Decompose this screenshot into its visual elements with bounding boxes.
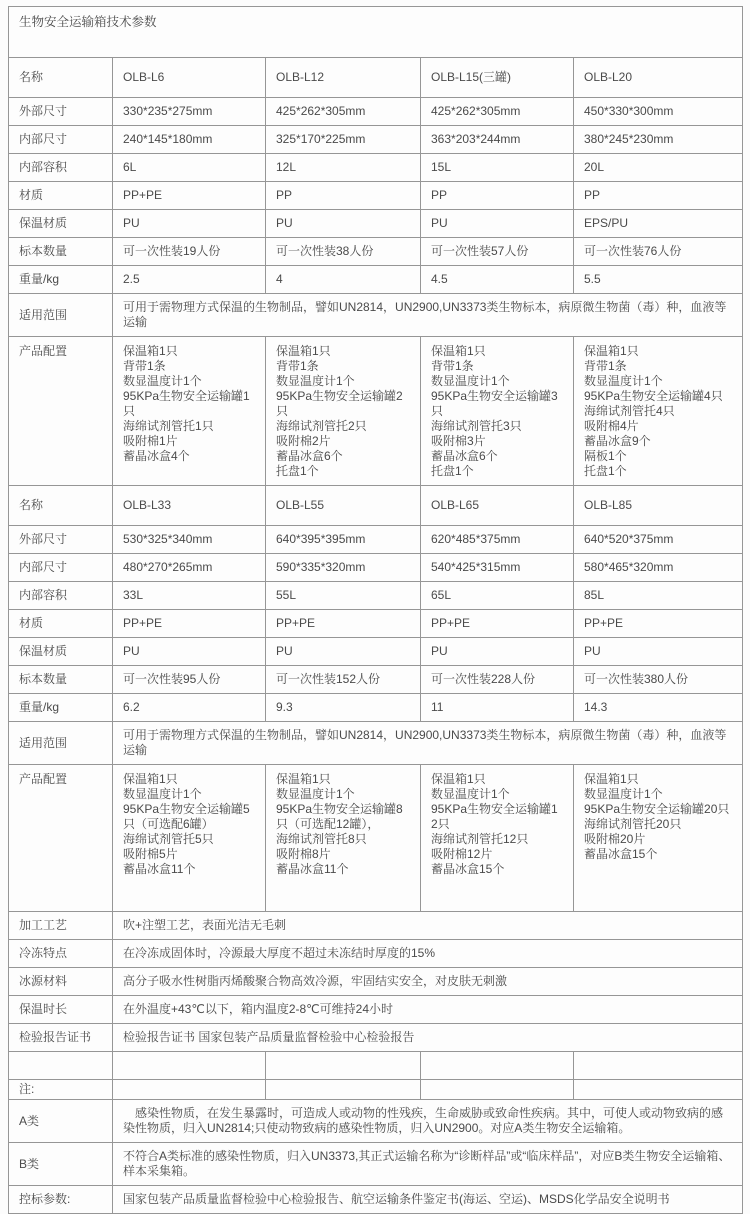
value-cell: 高分子吸水性树脂丙烯酸聚合物高效冷源，牢固结实安全，对皮肤无刺激 — [113, 968, 743, 996]
config-line: 保温箱1只 — [431, 772, 486, 786]
config-line: 托盘1个 — [584, 464, 627, 478]
value-cell: PP+PE — [421, 610, 574, 638]
value-cell: 240*145*180mm — [113, 126, 266, 154]
empty-cell — [113, 1052, 266, 1080]
value-cell: PU — [266, 638, 421, 666]
config-line: 托盘1个 — [276, 464, 319, 478]
value-cell: OLB-L20 — [574, 58, 743, 98]
config-line: 吸附棉5片 — [123, 847, 178, 861]
row-label-cell: 产品配置 — [9, 337, 113, 486]
table-row — [9, 1143, 743, 1186]
table-row — [9, 58, 743, 98]
row-label-cell: 控标参数: — [9, 1186, 113, 1214]
config-line: 吸附棉1片 — [123, 434, 178, 448]
config-line: 背带1条 — [123, 359, 166, 373]
config-line: 海绵试剂管托8只 — [276, 832, 367, 846]
row-label-cell: 内部容积 — [9, 582, 113, 610]
config-line: 蓄晶冰盒6个 — [276, 449, 343, 463]
config-line: 海绵试剂管托2只 — [276, 419, 367, 433]
row-label-cell: 标本数量 — [9, 238, 113, 266]
row-label-cell: 注: — [9, 1080, 113, 1100]
row-label-cell: B类 — [9, 1143, 113, 1186]
value-cell: 363*203*244mm — [421, 126, 574, 154]
config-line: 数显温度计1个 — [431, 374, 510, 388]
table-row — [9, 996, 743, 1024]
row-label-cell: 名称 — [9, 58, 113, 98]
value-cell: 可一次性装76人份 — [574, 238, 743, 266]
value-cell: OLB-L33 — [113, 486, 266, 526]
value-cell: 可一次性装19人份 — [113, 238, 266, 266]
value-cell: 425*262*305mm — [421, 98, 574, 126]
value-cell: 4 — [266, 266, 421, 294]
value-cell: PP+PE — [113, 610, 266, 638]
config-line: 托盘1个 — [431, 464, 474, 478]
row-label-cell: 标本数量 — [9, 666, 113, 694]
config-line: 95KPa生物安全运输罐3只 — [431, 389, 558, 418]
value-cell: 65L — [421, 582, 574, 610]
config-line: 95KPa生物安全运输罐5只（可选配6罐） — [123, 802, 250, 831]
table-row — [9, 98, 743, 126]
table-row — [9, 940, 743, 968]
config-line: 保温箱1只 — [276, 772, 331, 786]
config-cell — [421, 765, 574, 912]
value-cell: 可一次性装95人份 — [113, 666, 266, 694]
value-cell: PU — [113, 210, 266, 238]
value-cell: 580*465*320mm — [574, 554, 743, 582]
value-cell: PP — [421, 182, 574, 210]
config-line: 海绵试剂管托5只 — [123, 832, 214, 846]
row-label-cell: 内部尺寸 — [9, 554, 113, 582]
empty-cell — [574, 1080, 743, 1100]
config-line: 蓄晶冰盒15个 — [584, 847, 658, 861]
value-cell: OLB-L65 — [421, 486, 574, 526]
value-cell: 国家包装产品质量监督检验中心检验报告、航空运输条件鉴定书(海运、空运)、MSDS化学品安全说明书 — [113, 1186, 743, 1214]
table-row — [9, 765, 743, 912]
config-line: 95KPa生物安全运输罐8只（可选配12罐）， — [276, 802, 403, 831]
empty-cell — [113, 1080, 266, 1100]
value-cell: 540*425*315mm — [421, 554, 574, 582]
config-line: 吸附棉12片 — [431, 847, 493, 861]
value-cell: 330*235*275mm — [113, 98, 266, 126]
row-label-cell: 保温材质 — [9, 638, 113, 666]
row-label-cell: 适用范围 — [9, 294, 113, 337]
value-cell: 480*270*265mm — [113, 554, 266, 582]
value-cell: 可一次性装38人份 — [266, 238, 421, 266]
value-cell: PU — [113, 638, 266, 666]
value-cell: 640*395*395mm — [266, 526, 421, 554]
value-cell: 可一次性装380人份 — [574, 666, 743, 694]
config-line: 蓄晶冰盒6个 — [431, 449, 498, 463]
config-line: 吸附棉3片 — [431, 434, 486, 448]
row-label-cell: 保温时长 — [9, 996, 113, 1024]
value-cell: PU — [574, 638, 743, 666]
value-cell: 可用于需物理方式保温的生物制品，譬如UN2814，UN2900,UN3373类生物标本，病原微生物菌（毒）种，血液等运输 — [113, 722, 743, 765]
config-line: 吸附棉2片 — [276, 434, 331, 448]
config-line: 数显温度计1个 — [584, 374, 663, 388]
row-label-cell: 名称 — [9, 486, 113, 526]
page-title: 生物安全运输箱技术参数 — [9, 7, 743, 58]
config-line: 吸附棉4片 — [584, 419, 639, 433]
value-cell: 在冷冻成固体时，冷源最大厚度不超过未冻结时厚度的15% — [113, 940, 743, 968]
config-line: 海绵试剂管托20只 — [584, 817, 682, 831]
table-row — [9, 666, 743, 694]
row-label-cell: 适用范围 — [9, 722, 113, 765]
value-cell: OLB-L6 — [113, 58, 266, 98]
value-cell: 620*485*375mm — [421, 526, 574, 554]
table-row — [9, 1080, 743, 1100]
table-row — [9, 154, 743, 182]
config-line: 背带1条 — [276, 359, 319, 373]
value-cell: 380*245*230mm — [574, 126, 743, 154]
value-cell: PP — [574, 182, 743, 210]
table-row — [9, 968, 743, 996]
value-cell: 可一次性装152人份 — [266, 666, 421, 694]
value-cell: PP+PE — [574, 610, 743, 638]
table-row — [9, 266, 743, 294]
table-row — [9, 210, 743, 238]
config-cell — [113, 765, 266, 912]
config-line: 保温箱1只 — [276, 344, 331, 358]
table-row — [9, 912, 743, 940]
table-row — [9, 1024, 743, 1052]
value-cell: 可一次性装228人份 — [421, 666, 574, 694]
row-label-cell: 重量/kg — [9, 694, 113, 722]
value-cell: 2.5 — [113, 266, 266, 294]
row-label-cell: 产品配置 — [9, 765, 113, 912]
value-cell: 14.3 — [574, 694, 743, 722]
table-row — [9, 126, 743, 154]
config-line: 95KPa生物安全运输罐20只 — [584, 802, 730, 816]
row-label-cell: 外部尺寸 — [9, 526, 113, 554]
table-row — [9, 1052, 743, 1080]
table-row — [9, 582, 743, 610]
empty-cell — [9, 1052, 113, 1080]
empty-cell — [266, 1052, 421, 1080]
config-line: 保温箱1只 — [431, 344, 486, 358]
value-cell: 9.3 — [266, 694, 421, 722]
table-row — [9, 294, 743, 337]
value-cell: 85L — [574, 582, 743, 610]
config-line: 95KPa生物安全运输罐12只 — [431, 802, 558, 831]
table-row — [9, 638, 743, 666]
value-cell: EPS/PU — [574, 210, 743, 238]
config-line: 吸附棉8片 — [276, 847, 331, 861]
value-cell: 4.5 — [421, 266, 574, 294]
table-row — [9, 694, 743, 722]
row-label-cell: A类 — [9, 1100, 113, 1143]
row-label-cell: 检验报告证书 — [9, 1024, 113, 1052]
config-line: 保温箱1只 — [123, 772, 178, 786]
table-row — [9, 1100, 743, 1143]
config-line: 蓄晶冰盒4个 — [123, 449, 190, 463]
table-row — [9, 182, 743, 210]
empty-cell — [421, 1080, 574, 1100]
config-line: 背带1条 — [584, 359, 627, 373]
row-label-cell: 外部尺寸 — [9, 98, 113, 126]
config-line: 海绵试剂管托12只 — [431, 832, 529, 846]
table-row — [9, 526, 743, 554]
value-cell: 590*335*320mm — [266, 554, 421, 582]
value-cell: 33L — [113, 582, 266, 610]
value-cell: 640*520*375mm — [574, 526, 743, 554]
value-cell: 5.5 — [574, 266, 743, 294]
config-line: 数显温度计1个 — [431, 787, 510, 801]
value-cell: 15L — [421, 154, 574, 182]
config-line: 95KPa生物安全运输罐4只 — [584, 389, 723, 403]
value-cell: PU — [421, 638, 574, 666]
table-row — [9, 610, 743, 638]
config-line: 95KPa生物安全运输罐1只 — [123, 389, 250, 418]
table-row — [9, 7, 743, 58]
value-cell: OLB-L15(三罐) — [421, 58, 574, 98]
value-cell: 450*330*300mm — [574, 98, 743, 126]
config-line: 蓄晶冰盒11个 — [276, 862, 349, 876]
config-line: 蓄晶冰盒9个 — [584, 434, 651, 448]
config-line: 保温箱1只 — [584, 344, 639, 358]
value-cell: PP+PE — [113, 182, 266, 210]
config-line: 数显温度计1个 — [276, 374, 355, 388]
config-line: 蓄晶冰盒11个 — [123, 862, 196, 876]
row-label-cell: 冰源材料 — [9, 968, 113, 996]
value-cell: 感染性物质，在发生暴露时，可造成人或动物的性残疾，生命威胁或致命性疾病。其中，可使人或动物致病的感染性物质，归入UN2814;只使动物致病的感染性物质，归入UN2900。对应A类生物安全运输箱。 — [113, 1100, 743, 1143]
config-line: 海绵试剂管托4只 — [584, 404, 675, 418]
config-line: 数显温度计1个 — [123, 787, 202, 801]
spec-table — [8, 6, 743, 1214]
table-row — [9, 337, 743, 486]
config-cell — [266, 765, 421, 912]
config-line: 保温箱1只 — [584, 772, 639, 786]
table-row — [9, 238, 743, 266]
value-cell: 11 — [421, 694, 574, 722]
row-label-cell: 材质 — [9, 182, 113, 210]
value-cell: 检验报告证书 国家包装产品质量监督检验中心检验报告 — [113, 1024, 743, 1052]
config-line: 海绵试剂管托1只 — [123, 419, 214, 433]
value-cell: 在外温度+43℃以下，箱内温度2-8℃可维持24小时 — [113, 996, 743, 1024]
value-cell: OLB-L12 — [266, 58, 421, 98]
value-cell: PU — [421, 210, 574, 238]
value-cell: 55L — [266, 582, 421, 610]
config-line: 隔板1个 — [584, 449, 627, 463]
value-cell: 6L — [113, 154, 266, 182]
value-cell: 12L — [266, 154, 421, 182]
row-label-cell: 冷冻特点 — [9, 940, 113, 968]
config-line: 数显温度计1个 — [276, 787, 355, 801]
value-cell: 可一次性装57人份 — [421, 238, 574, 266]
config-cell — [113, 337, 266, 486]
config-line: 95KPa生物安全运输罐2只 — [276, 389, 403, 418]
value-cell: 530*325*340mm — [113, 526, 266, 554]
config-cell — [574, 337, 743, 486]
row-label-cell: 加工工艺 — [9, 912, 113, 940]
table-row — [9, 554, 743, 582]
row-label-cell: 内部尺寸 — [9, 126, 113, 154]
value-cell: 20L — [574, 154, 743, 182]
row-label-cell: 保温材质 — [9, 210, 113, 238]
value-cell: 325*170*225mm — [266, 126, 421, 154]
config-line: 数显温度计1个 — [584, 787, 663, 801]
config-line: 数显温度计1个 — [123, 374, 202, 388]
value-cell: OLB-L55 — [266, 486, 421, 526]
empty-cell — [421, 1052, 574, 1080]
value-cell: 425*262*305mm — [266, 98, 421, 126]
row-label-cell: 内部容积 — [9, 154, 113, 182]
empty-cell — [574, 1052, 743, 1080]
config-cell — [574, 765, 743, 912]
config-line: 蓄晶冰盒15个 — [431, 862, 505, 876]
row-label-cell: 材质 — [9, 610, 113, 638]
row-label-cell: 重量/kg — [9, 266, 113, 294]
config-line: 保温箱1只 — [123, 344, 178, 358]
config-line: 吸附棉20片 — [584, 832, 646, 846]
empty-cell — [266, 1080, 421, 1100]
config-cell — [421, 337, 574, 486]
value-cell: 可用于需物理方式保温的生物制品，譬如UN2814，UN2900,UN3373类生物标本，病原微生物菌（毒）种，血液等运输 — [113, 294, 743, 337]
config-line: 海绵试剂管托3只 — [431, 419, 522, 433]
value-cell: 吹+注塑工艺，表面光洁无毛刺 — [113, 912, 743, 940]
value-cell: 6.2 — [113, 694, 266, 722]
value-cell: 不符合A类标准的感染性物质，归入UN3373,其正式运输名称为“诊断样品”或“临床样品”，对应B类生物安全运输箱、样本采集箱。 — [113, 1143, 743, 1186]
config-cell — [266, 337, 421, 486]
value-cell: PP+PE — [266, 610, 421, 638]
table-row — [9, 486, 743, 526]
value-cell: OLB-L85 — [574, 486, 743, 526]
table-row — [9, 722, 743, 765]
config-line: 背带1条 — [431, 359, 474, 373]
value-cell: PP — [266, 182, 421, 210]
value-cell: PU — [266, 210, 421, 238]
